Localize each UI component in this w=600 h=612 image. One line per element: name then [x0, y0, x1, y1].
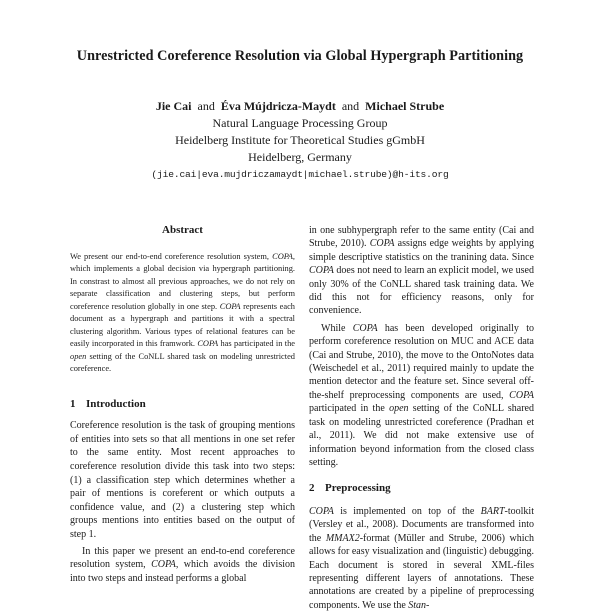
body-paragraph: COPA is implemented on top of the BART-toolkit (Versley et al., 2008). Documents are transformed into the MMAX2-format (Müller and Strube, 2006) which allows for easy visualization and (linguistic) debugging. Each document is stored in several XML-files representing different layers of annotations. These annotations are created by a pipeline of preprocessing components. We use the Stan- [309, 505, 534, 611]
affiliation-line: Natural Language Processing Group [212, 116, 388, 130]
right-column [309, 224, 534, 612]
affiliation-line: Heidelberg Institute for Theoretical Studies gGmbH [175, 133, 425, 147]
author-email: (jie.cai|eva.mujdriczamaydt|michael.strube)@h-its.org [151, 169, 449, 180]
section-heading-introduction [70, 398, 295, 412]
author-block [0, 98, 600, 183]
author-separator: and [197, 99, 215, 113]
section-title: Preprocessing [325, 482, 391, 495]
section-heading-preprocessing [309, 482, 534, 496]
author-names [0, 98, 600, 115]
body-paragraph: in one subhypergraph refer to the same entity (Cai and Strube, 2010). COPA assigns edge weights by applying simple descriptive statistics on the tranining data. Since COPA does not need to learn an explicit model, we used only 30% of the CoNLL shared task training data. We did this not for efficiency reasons, only for convenience. [309, 225, 534, 317]
body-paragraph: In this paper we present an end-to-end coreference resolution system, COPA, which avoids the division into two steps and instead performs a global [70, 545, 295, 584]
author-separator: and [341, 99, 360, 113]
left-column [70, 224, 295, 585]
paper-title: Unrestricted Coreference Resolution via Global Hypergraph Partitioning [76, 48, 524, 64]
abstract-heading: Abstract [162, 224, 203, 236]
body-paragraph: Coreference resolution is the task of grouping mentions of entities into sets so that all mentions in one set refer to the same entity. Most recent approaches to coreference resolution divide this task into two steps: (1) a classification step which determines whether a pair of mentions is coreferent or which outputs a confidence value, and (2) a clustering step which groups mentions into entities based on the output of step 1. [70, 420, 295, 540]
body-paragraph: While COPA has been developed originally to perform coreference resolution on MUC and ACE data (Cai and Strube, 2010), the move to the OntoNotes data (Weischedel et al., 2011) required mainly to update the mention detector and the feature set. Since several off-the-shelf preprocessing components are used, COPA participated in the open setting of the CoNLL shared task on modeling unrestricted coreference (Pradhan et al., 2011). We did not make extensive use of information beyond information from the closed class setting. [309, 322, 534, 468]
author-name: Éva Mújdricza-Maydt [220, 99, 336, 113]
abstract-text: We present our end-to-end coreference resolution system, COPA, which implements a global decision via hypergraph partitioning. In constrast to almost all previous approaches, we do not rely on separate classification and clustering steps, but perform coreference resolution globally in one step. COPA represents each document as a hypergraph and partitions it with a spectral clustering algorithm. Various types of relational features can be easily incorporated in this framwork. COPA has participated in the open setting of the CoNLL shared task on modeling unrestricted coreference. [70, 251, 295, 374]
section-title: Introduction [86, 397, 146, 410]
author-name: Jie Cai [155, 99, 192, 113]
author-name: Michael Strube [365, 99, 445, 113]
section-number: 1 [70, 397, 76, 410]
affiliation-line: Heidelberg, Germany [248, 150, 352, 164]
section-number: 2 [309, 482, 315, 495]
